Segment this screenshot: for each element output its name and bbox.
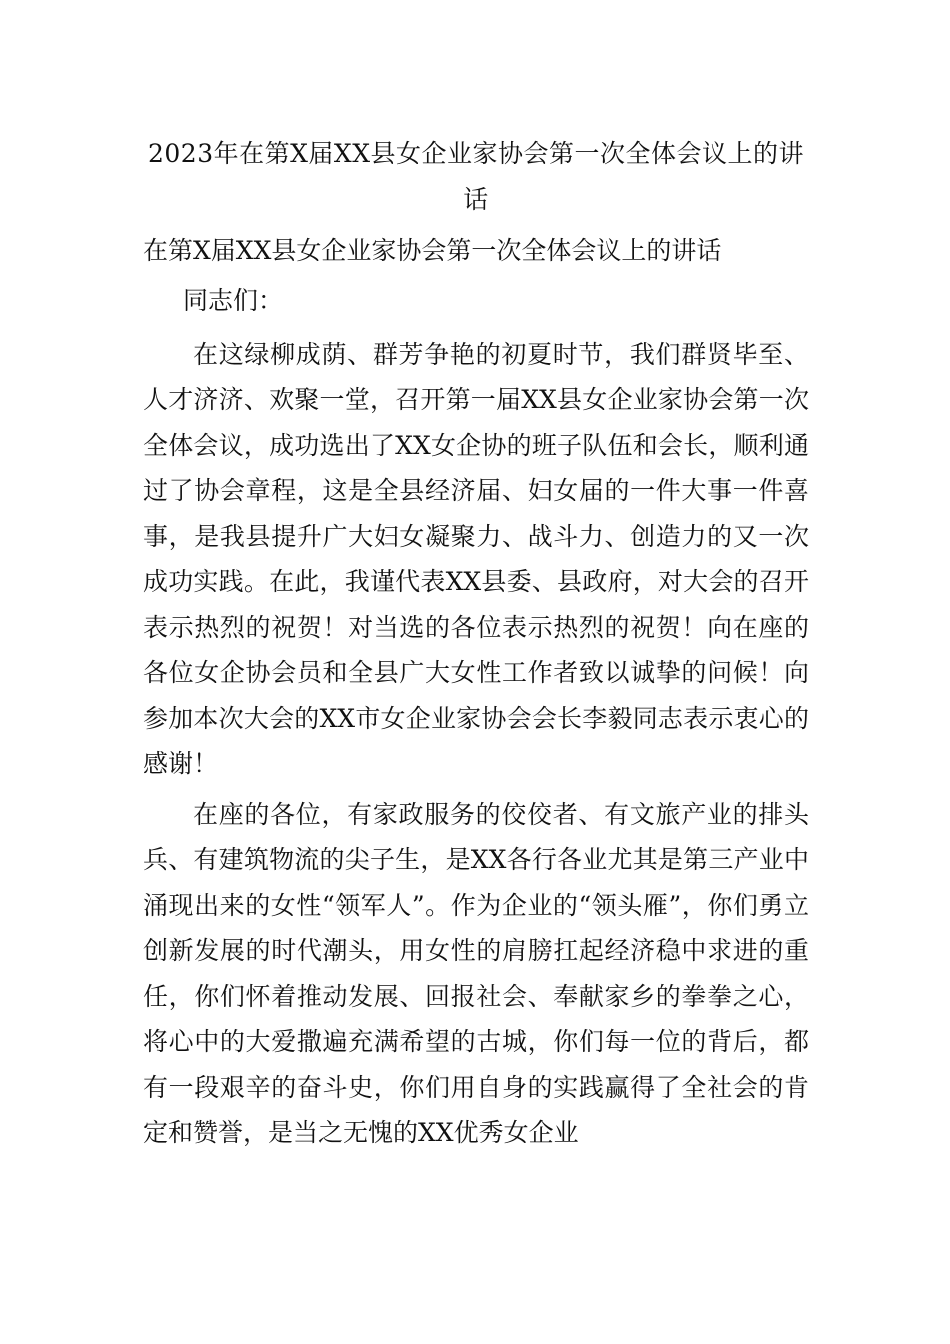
greeting: 同志们： (183, 286, 284, 315)
document-subtitle: 在第X届XX县女企业家协会第一次全体会议上的讲话 (143, 236, 722, 265)
document-title: 2023年在第X届XX县女企业家协会第一次全体会议上的讲话 (147, 139, 805, 214)
paragraph: 在这绿柳成荫、群芳争艳的初夏时节，我们群贤毕至、人才济济、欢聚一堂，召开第一届XX县女企业家协会第一次全体会议，成功选出了XX女企协的班子队伍和会长，顺利通过了协会章程，这是全县经济届、妇女届的一件大事一件喜事，是我县提升广大妇女凝聚力、战斗力、创造力的又一次成功实践。在此，我谨代表XX县委、县政府，对大会的召开表示热烈的祝贺！对当选的各位表示热烈的祝贺！向在座的各位女企协会员和全县广大女性工作者致以诚挚的问候！向参加本次大会的XX市女企业家协会会长李毅同志表示衷心的感谢！ (143, 339, 809, 778)
document-body (143, 278, 809, 1161)
paragraph: 在座的各位，有家政服务的佼佼者、有文旅产业的排头兵、有建筑物流的尖子生，是XX各行各业尤其是第三产业中涌现出来的女性“领军人”。作为企业的“领头雁”，你们勇立创新发展的时代潮头，用女性的肩膀扛起经济稳中求进的重任，你们怀着推动发展、回报社会、奉献家乡的拳拳之心，将心中的大爱撒遍充满希望的古城，你们每一位的背后，都有一段艰辛的奋斗史，你们用自身的实践赢得了全社会的肯定和赞誉，是当之无愧的XX优秀女企业 (143, 799, 809, 1147)
